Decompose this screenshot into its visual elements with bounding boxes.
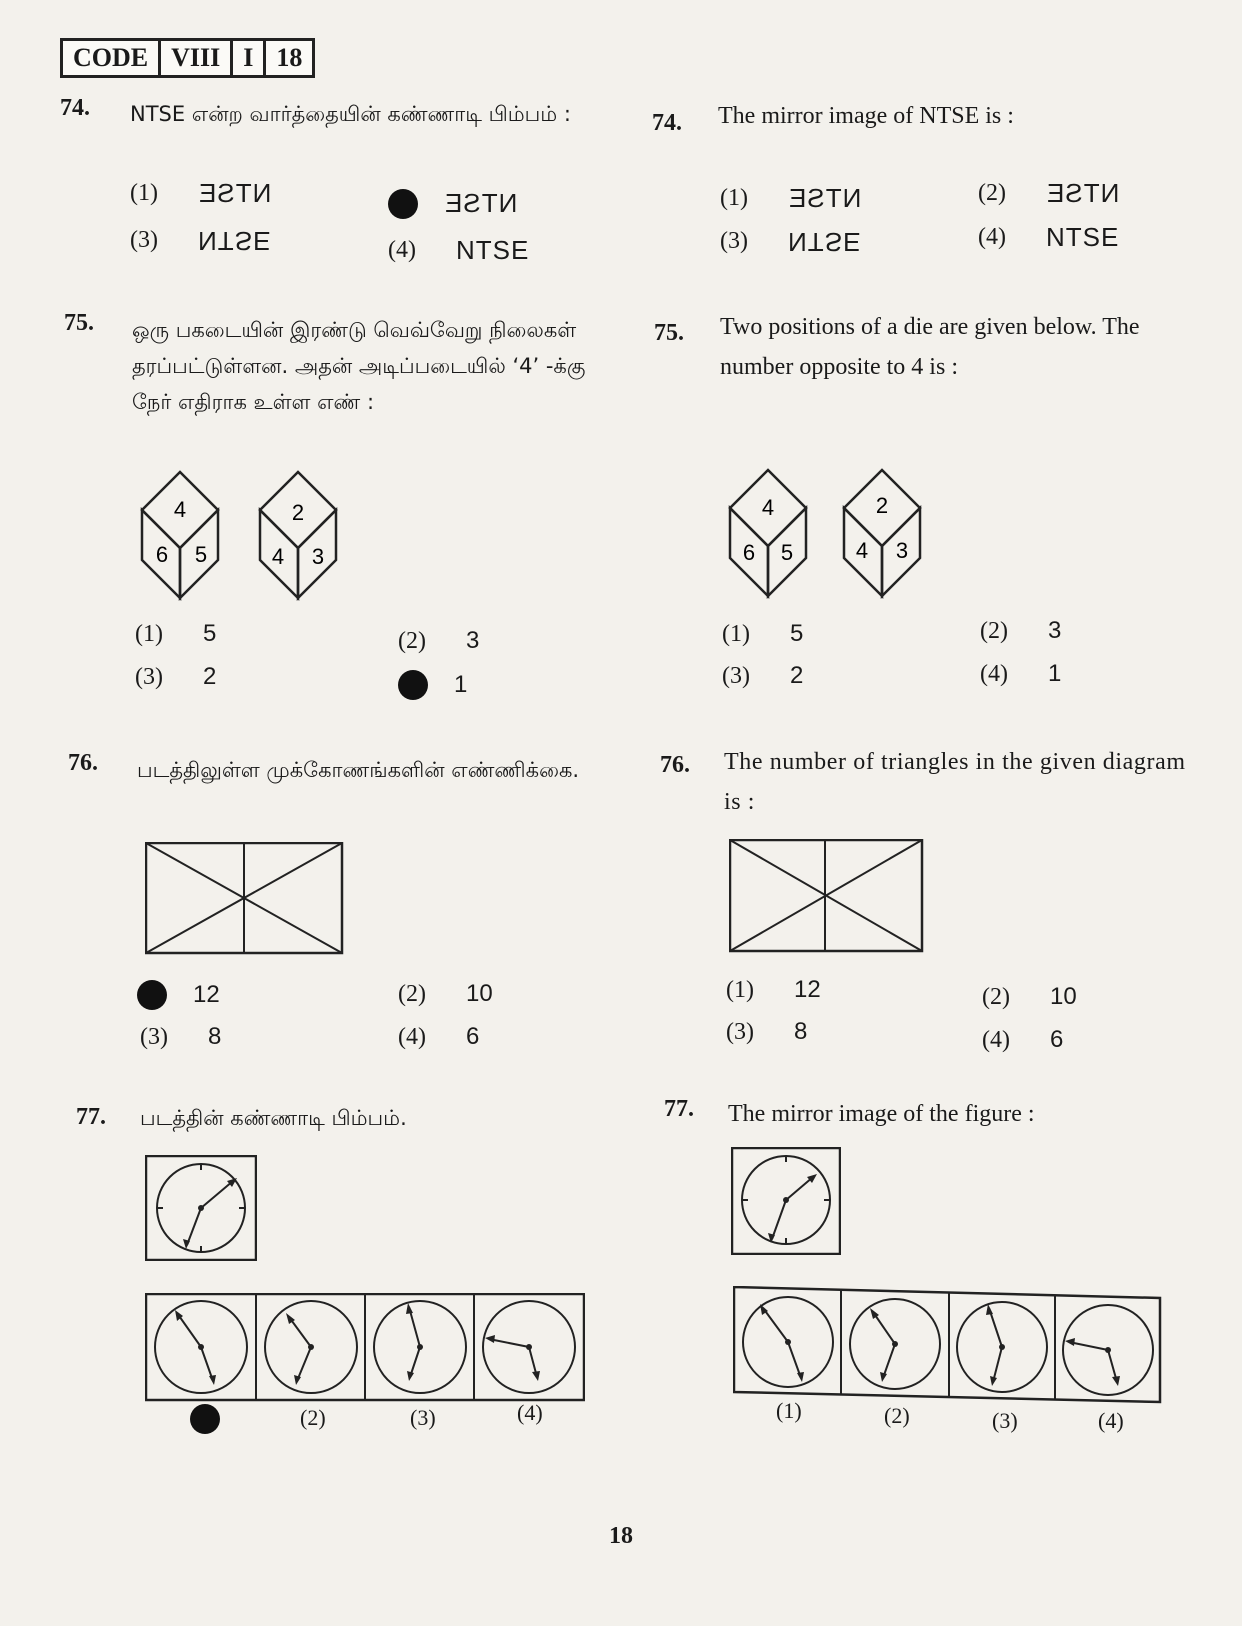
q76-number-en: 76. <box>660 752 690 778</box>
page-number: 18 <box>609 1523 633 1549</box>
q74-text-en: The mirror image of NTSE is : <box>718 103 1014 129</box>
mirror-word: NTSE <box>1046 178 1120 208</box>
q77-number-en: 77. <box>664 1096 694 1122</box>
q75-en-dice-figure <box>728 468 928 603</box>
q74-ta-option-4[interactable] <box>388 235 529 266</box>
q76-ta-option-1[interactable] <box>137 980 220 1010</box>
mirror-word: NTSE <box>198 178 272 208</box>
q74-text-ta: NTSE என்ற வார்த்தையின் கண்ணாடி பிம்பம் : <box>130 102 571 126</box>
code-paper: I <box>233 41 266 75</box>
die-1 <box>730 470 806 596</box>
q76-ta-option-4[interactable] <box>398 1023 479 1051</box>
q77-en-caption-4: (4) <box>1098 1408 1124 1433</box>
die-1-top: 4 <box>173 497 187 522</box>
option-value: 12 <box>794 976 821 1003</box>
clock-option-1[interactable] <box>743 1297 833 1387</box>
q75-ta-option-3[interactable] <box>135 663 216 691</box>
q75-number-en: 75. <box>654 320 684 346</box>
option-label: (2) <box>398 627 426 654</box>
q75-ta-option-1[interactable] <box>135 620 216 648</box>
option-label: (2) <box>398 980 426 1007</box>
code-label: CODE <box>63 41 161 75</box>
q75-ta-dice-figure <box>140 470 350 605</box>
option-value: 6 <box>466 1023 480 1050</box>
q74-number-ta: 74. <box>60 95 90 121</box>
option-value: 3 <box>1048 617 1062 644</box>
q77-en-question-clock <box>731 1147 841 1255</box>
q76-ta-option-2[interactable] <box>398 980 493 1008</box>
q75-en-option-4[interactable] <box>980 660 1061 688</box>
q77-en-caption-1: (1) <box>776 1398 802 1423</box>
answer-mark-icon <box>137 980 167 1010</box>
q74-en-option-1[interactable] <box>720 183 861 214</box>
q75-text-en: Two positions of a die are given below. The number opposite to 4 is : <box>720 314 1140 380</box>
code-class: VIII <box>161 41 233 75</box>
q77-ta-options-strip <box>145 1293 585 1403</box>
q74-ta-option-3[interactable] <box>130 225 271 256</box>
q77-ta-caption-4: (4) <box>517 1400 543 1425</box>
clock-option-2[interactable] <box>850 1299 940 1389</box>
die-2-right: 3 <box>311 544 325 569</box>
q76-en-triangle-figure <box>729 839 925 954</box>
q76-number-ta: 76. <box>68 750 98 776</box>
q74-number-en: 74. <box>652 110 682 136</box>
option-label: (3) <box>722 662 750 689</box>
option-label: (3) <box>726 1018 754 1045</box>
clock-option-4[interactable] <box>1063 1305 1153 1395</box>
mirror-word: NTSE <box>198 226 272 256</box>
die-2-top: 2 <box>875 493 889 518</box>
code-page: 18 <box>276 43 303 72</box>
q76-en-option-3[interactable] <box>726 1018 807 1046</box>
option-value: 2 <box>790 662 804 689</box>
option-value: 5 <box>203 620 217 647</box>
option-value: 1 <box>454 671 468 698</box>
die-2-left: 4 <box>855 538 869 563</box>
option-label: (1) <box>720 185 748 211</box>
option-label: (1) <box>722 620 750 647</box>
q76-ta-triangle-figure <box>145 842 345 956</box>
q75-en-option-1[interactable] <box>722 620 803 648</box>
die-1-top: 4 <box>761 495 775 520</box>
die-2 <box>260 472 336 598</box>
die-1-right: 5 <box>780 540 794 565</box>
q76-en-option-1[interactable] <box>726 976 821 1004</box>
clock-option-3[interactable] <box>374 1301 466 1393</box>
clock-option-3[interactable] <box>957 1302 1047 1392</box>
option-value: 1 <box>1048 660 1062 687</box>
option-value: 6 <box>1050 1026 1064 1053</box>
option-value: 8 <box>794 1018 808 1045</box>
q77-text-en: The mirror image of the figure : <box>728 1101 1035 1127</box>
mirror-word: NTSE <box>456 235 530 265</box>
clock-option-2[interactable] <box>265 1301 357 1393</box>
q77-ta-answer-mark-icon <box>190 1404 220 1434</box>
die-2-left: 4 <box>271 544 285 569</box>
q75-ta-option-2[interactable] <box>398 627 479 655</box>
q76-ta-option-3[interactable] <box>140 1023 221 1051</box>
option-label: (2) <box>978 180 1006 206</box>
option-value: 5 <box>790 620 804 647</box>
option-label: (4) <box>978 224 1006 250</box>
code-box <box>60 38 315 78</box>
option-value: 8 <box>208 1023 222 1050</box>
q74-en-option-3[interactable] <box>720 226 861 257</box>
q77-en-caption-2: (2) <box>884 1403 910 1428</box>
option-label: (3) <box>135 663 163 690</box>
q77-ta-caption-2: (2) <box>300 1405 326 1430</box>
q75-en-option-3[interactable] <box>722 662 803 690</box>
q75-ta-option-4[interactable] <box>398 670 467 700</box>
option-value: 3 <box>466 627 480 654</box>
die-2-top: 2 <box>291 500 305 525</box>
die-2-right: 3 <box>895 538 909 563</box>
q75-en-option-2[interactable] <box>980 617 1061 645</box>
die-1-left: 6 <box>742 540 756 565</box>
die-1 <box>142 472 218 598</box>
option-label: (1) <box>135 620 163 647</box>
q74-ta-option-2[interactable] <box>388 188 517 219</box>
q77-ta-question-clock <box>145 1155 257 1261</box>
q74-en-option-2[interactable] <box>978 178 1119 209</box>
answer-mark-icon <box>398 670 428 700</box>
q76-en-option-2[interactable] <box>982 983 1077 1011</box>
q74-en-option-4[interactable] <box>978 222 1119 253</box>
q77-number-ta: 77. <box>76 1104 106 1130</box>
option-label: (3) <box>130 227 158 253</box>
q75-text-ta: ஒரு பகடையின் இரண்டு வெவ்வேறு நிலைகள் தரப்பட்டுள்ளன. அதன் அடிப்படையில் ‘4’ -க்கு நேர் எதிராக உள்ள எண் : <box>132 318 586 414</box>
option-label: (1) <box>726 976 754 1003</box>
answer-mark-icon <box>388 189 418 219</box>
clock-option-4[interactable] <box>483 1301 575 1393</box>
option-label: (4) <box>980 660 1008 687</box>
die-1-right: 5 <box>194 542 208 567</box>
option-value: 12 <box>193 981 220 1008</box>
mirror-word: NTSE <box>444 188 518 218</box>
option-label: (2) <box>982 983 1010 1010</box>
q75-number-ta: 75. <box>64 310 94 336</box>
option-label: (4) <box>398 1023 426 1050</box>
mirror-word: NTSE <box>1046 222 1120 252</box>
q77-en-caption-3: (3) <box>992 1408 1018 1433</box>
die-1-left: 6 <box>155 542 169 567</box>
option-value: 10 <box>466 980 493 1007</box>
option-value: 2 <box>203 663 217 690</box>
option-label: (4) <box>982 1026 1010 1053</box>
q77-ta-caption-3: (3) <box>410 1405 436 1430</box>
option-label: (3) <box>140 1023 168 1050</box>
option-label: (3) <box>720 228 748 254</box>
option-label: (1) <box>130 180 158 206</box>
option-label: (4) <box>388 237 416 263</box>
q77-text-ta: படத்தின் கண்ணாடி பிம்பம். <box>140 1106 407 1130</box>
die-2 <box>844 470 920 596</box>
mirror-word: NTSE <box>788 227 862 257</box>
mirror-word: NTSE <box>788 183 862 213</box>
option-value: 10 <box>1050 983 1077 1010</box>
q76-text-en: The number of triangles in the given diagram is : <box>724 749 1186 815</box>
option-label: (2) <box>980 617 1008 644</box>
clock-option-1[interactable] <box>155 1301 247 1393</box>
q76-en-option-4[interactable] <box>982 1026 1063 1054</box>
q76-text-ta: படத்திலுள்ள முக்கோணங்களின் எண்ணிக்கை. <box>137 758 580 782</box>
q77-en-options-strip <box>733 1286 1163 1406</box>
q74-ta-option-1[interactable] <box>130 178 271 209</box>
